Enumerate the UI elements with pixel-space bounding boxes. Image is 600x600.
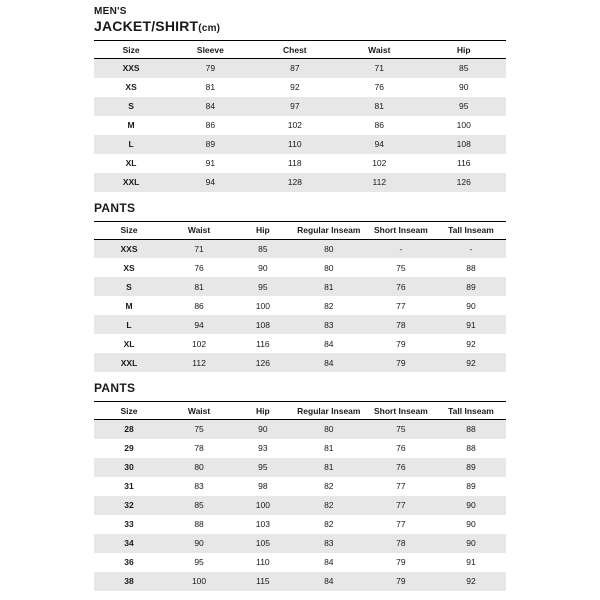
- value-cell: 92: [290, 82, 300, 92]
- table-row: [94, 534, 506, 553]
- column-header: Waist: [164, 402, 234, 420]
- value-cell: 84: [292, 353, 366, 372]
- value-cell: 90: [459, 82, 469, 92]
- size-cell: 34: [94, 534, 164, 553]
- table-row: [94, 258, 506, 277]
- table-row: [94, 97, 506, 116]
- value-cell: 91: [466, 557, 476, 567]
- jacket-shirt-section: [94, 40, 506, 192]
- value-cell: 75: [164, 420, 234, 439]
- size-cell: 33: [124, 519, 134, 529]
- value-cell: 89: [436, 458, 506, 477]
- value-cell: 79: [396, 557, 406, 567]
- value-cell: 86: [194, 300, 204, 311]
- size-cell: 30: [94, 458, 164, 477]
- size-cell: M: [127, 120, 135, 130]
- column-header: Sleeve: [168, 41, 252, 59]
- value-cell: 108: [234, 315, 292, 334]
- pants-alpha-table: [94, 221, 506, 373]
- value-cell: 98: [258, 481, 268, 491]
- table-row: [94, 277, 506, 296]
- table-row: [94, 296, 506, 315]
- header-row: [94, 402, 506, 420]
- pants-numeric-section: [94, 401, 506, 591]
- value-cell: 112: [337, 173, 421, 192]
- pants-numeric-table: [94, 401, 506, 591]
- value-cell: 118: [288, 158, 302, 168]
- table-row: [94, 353, 506, 372]
- value-cell: 89: [436, 277, 506, 296]
- size-cell: 29: [124, 443, 134, 453]
- size-cell: 38: [94, 572, 164, 591]
- value-cell: 78: [366, 315, 436, 334]
- size-cell: XS: [123, 262, 135, 273]
- value-cell: 115: [234, 572, 292, 591]
- value-cell: 90: [258, 262, 268, 273]
- table-row: [94, 135, 506, 154]
- value-cell: 84: [168, 97, 252, 116]
- value-cell: 80: [324, 262, 334, 273]
- column-header: Size: [94, 41, 168, 59]
- value-cell: 71: [337, 59, 421, 78]
- jacket-shirt-table: [94, 40, 506, 192]
- value-cell: 90: [436, 496, 506, 515]
- size-cell: XXS: [94, 59, 168, 78]
- size-cell: S: [94, 97, 168, 116]
- value-cell: 81: [164, 277, 234, 296]
- column-header: Short Inseam: [366, 221, 436, 239]
- chart-eyebrow: MEN'S: [94, 6, 127, 17]
- value-cell: 90: [234, 420, 292, 439]
- size-cell: 31: [124, 481, 134, 491]
- value-cell: 83: [292, 315, 366, 334]
- size-cell: XXS: [94, 239, 164, 258]
- size-cell: L: [94, 135, 168, 154]
- value-cell: 76: [194, 262, 204, 273]
- value-cell: 93: [258, 443, 268, 453]
- value-cell: 95: [234, 277, 292, 296]
- value-cell: 81: [324, 443, 334, 453]
- column-header: Waist: [164, 221, 234, 239]
- value-cell: 75: [366, 420, 436, 439]
- size-cell: 36: [124, 557, 134, 567]
- value-cell: 100: [164, 572, 234, 591]
- chart-title: [94, 18, 506, 34]
- table-row: [94, 78, 506, 97]
- column-header: Chest: [253, 41, 337, 59]
- value-cell: 88: [466, 262, 476, 273]
- value-cell: 86: [374, 120, 385, 130]
- value-cell: 95: [234, 458, 292, 477]
- value-cell: 88: [466, 443, 476, 453]
- table-row: [94, 116, 506, 135]
- table-row: [94, 59, 506, 78]
- value-cell: 79: [396, 338, 406, 349]
- pants-numeric-heading: PANTS: [94, 381, 136, 395]
- header-row: [94, 41, 506, 59]
- value-cell: 92: [436, 353, 506, 372]
- table-row: [94, 315, 506, 334]
- pants-alpha-section: [94, 221, 506, 373]
- value-cell: 94: [164, 315, 234, 334]
- table-row: [94, 458, 506, 477]
- value-cell: 77: [396, 300, 406, 311]
- value-cell: 79: [168, 59, 252, 78]
- table-row: [94, 515, 506, 534]
- value-cell: 80: [292, 239, 366, 258]
- table-row: [94, 439, 506, 458]
- table-row: [94, 496, 506, 515]
- size-cell: XXL: [94, 353, 164, 372]
- column-header: Size: [94, 402, 164, 420]
- value-cell: 110: [256, 557, 270, 567]
- value-cell: 92: [436, 572, 506, 591]
- value-cell: 75: [396, 262, 406, 273]
- value-cell: 79: [366, 353, 436, 372]
- size-cell: XL: [123, 338, 135, 349]
- size-cell: XS: [125, 82, 137, 92]
- value-cell: 100: [255, 300, 270, 311]
- value-cell: 88: [436, 420, 506, 439]
- value-cell: 84: [292, 572, 366, 591]
- value-cell: 81: [205, 82, 216, 92]
- column-header: Regular Inseam: [292, 221, 366, 239]
- value-cell: 92: [466, 338, 476, 349]
- size-cell: XL: [125, 158, 137, 168]
- column-header: Hip: [422, 41, 506, 59]
- size-cell: L: [94, 315, 164, 334]
- value-cell: 82: [324, 300, 334, 311]
- value-cell: 81: [292, 458, 366, 477]
- chart-title-unit: (cm): [198, 23, 221, 34]
- value-cell: 102: [287, 120, 302, 130]
- table-row: [94, 239, 506, 258]
- value-cell: 105: [234, 534, 292, 553]
- column-header: Size: [94, 221, 164, 239]
- value-cell: 78: [194, 443, 204, 453]
- value-cell: 86: [205, 120, 216, 130]
- column-header: Tall Inseam: [436, 402, 506, 420]
- table-row: [94, 572, 506, 591]
- value-cell: 83: [292, 534, 366, 553]
- column-header: Regular Inseam: [292, 402, 366, 420]
- value-cell: 82: [324, 519, 334, 529]
- value-cell: 87: [253, 59, 337, 78]
- value-cell: 94: [168, 173, 252, 192]
- value-cell: 79: [366, 572, 436, 591]
- value-cell: 116: [256, 338, 270, 349]
- value-cell: 77: [366, 496, 436, 515]
- value-cell: 102: [191, 338, 207, 349]
- value-cell: 85: [234, 239, 292, 258]
- value-cell: 76: [366, 277, 436, 296]
- value-cell: 108: [422, 135, 506, 154]
- chart-title-text: JACKET/SHIRT: [94, 18, 199, 34]
- column-header: Hip: [234, 221, 292, 239]
- value-cell: 97: [253, 97, 337, 116]
- table-row: [94, 477, 506, 496]
- value-cell: 90: [164, 534, 234, 553]
- table-row: [94, 553, 506, 572]
- value-cell: 81: [337, 97, 421, 116]
- value-cell: 71: [164, 239, 234, 258]
- value-cell: 102: [372, 158, 387, 168]
- header-row: [94, 221, 506, 239]
- value-cell: 76: [374, 82, 385, 92]
- table-row: [94, 173, 506, 192]
- value-cell: -: [366, 239, 436, 258]
- value-cell: 91: [205, 158, 216, 168]
- value-cell: 126: [234, 353, 292, 372]
- value-cell: 100: [456, 120, 471, 130]
- value-cell: 90: [466, 519, 476, 529]
- value-cell: 100: [234, 496, 292, 515]
- value-cell: 85: [422, 59, 506, 78]
- value-cell: 90: [466, 300, 476, 311]
- value-cell: 89: [466, 481, 476, 491]
- value-cell: 84: [324, 338, 334, 349]
- column-header: Hip: [234, 402, 292, 420]
- value-cell: 76: [366, 458, 436, 477]
- value-cell: 89: [168, 135, 252, 154]
- column-header: Waist: [337, 41, 421, 59]
- value-cell: 95: [194, 557, 204, 567]
- value-cell: 81: [292, 277, 366, 296]
- value-cell: 77: [396, 519, 406, 529]
- value-cell: 82: [292, 496, 366, 515]
- value-cell: 103: [255, 519, 270, 529]
- value-cell: 95: [422, 97, 506, 116]
- value-cell: 77: [396, 481, 406, 491]
- value-cell: 112: [164, 353, 234, 372]
- value-cell: 85: [164, 496, 234, 515]
- table-row: [94, 420, 506, 439]
- value-cell: 80: [164, 458, 234, 477]
- value-cell: 90: [436, 534, 506, 553]
- value-cell: 110: [253, 135, 337, 154]
- size-chart-page: [94, 0, 506, 591]
- value-cell: 91: [436, 315, 506, 334]
- value-cell: 82: [324, 481, 334, 491]
- value-cell: -: [436, 239, 506, 258]
- value-cell: 94: [337, 135, 421, 154]
- value-cell: 78: [366, 534, 436, 553]
- value-cell: 128: [253, 173, 337, 192]
- table-row: [94, 154, 506, 173]
- value-cell: 88: [194, 519, 204, 529]
- column-header: Short Inseam: [366, 402, 436, 420]
- value-cell: 126: [422, 173, 506, 192]
- value-cell: 76: [396, 443, 406, 453]
- value-cell: 83: [194, 481, 204, 491]
- size-cell: XXL: [94, 173, 168, 192]
- size-cell: M: [125, 300, 133, 311]
- value-cell: 84: [324, 557, 334, 567]
- size-cell: S: [94, 277, 164, 296]
- column-header: Tall Inseam: [436, 221, 506, 239]
- table-row: [94, 334, 506, 353]
- pants-alpha-heading: PANTS: [94, 200, 136, 215]
- size-cell: 28: [94, 420, 164, 439]
- size-cell: 32: [94, 496, 164, 515]
- value-cell: 116: [456, 158, 471, 168]
- value-cell: 80: [292, 420, 366, 439]
